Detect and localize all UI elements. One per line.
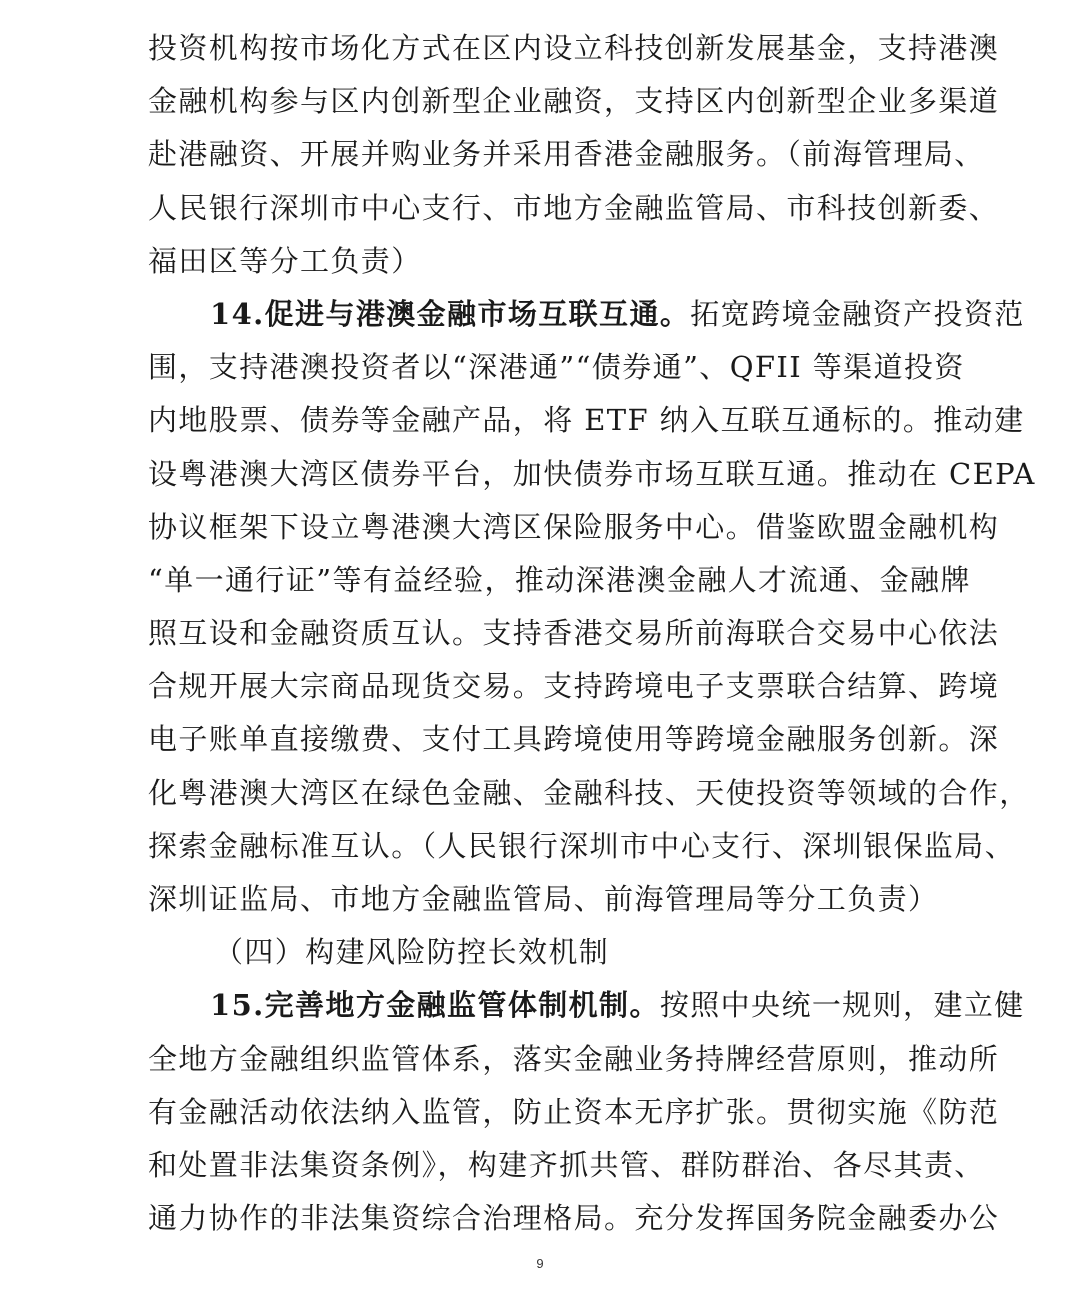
paragraph-first-line — [148, 288, 1025, 341]
paragraph-text: 按照中央统一规则，建立健 — [659, 988, 1025, 1023]
text-line: 全地方金融组织监管体系，落实金融业务持牌经营原则，推动所 — [148, 1041, 1000, 1076]
body-text — [148, 22, 1036, 1245]
paragraph-continuation — [148, 22, 1000, 288]
text-line: 电子账单直接缴费、支付工具跨境使用等跨境金融服务创新。深 — [148, 722, 1000, 757]
paragraph-heading: 14.促进与港澳金融市场互联互通。 — [210, 296, 691, 331]
text-line: “单一通行证”等有益经验，推动深港澳金融人才流通、金融牌 — [148, 562, 971, 597]
text-line: 有金融活动依法纳入监管，防止资本无序扩张。贯彻实施《防范 — [148, 1094, 1000, 1129]
text-line: 设粤港澳大湾区债券平台，加快债券市场互联互通。推动在 CEPA — [148, 456, 1036, 491]
text-line: 合规开展大宗商品现货交易。支持跨境电子支票联合结算、跨境 — [148, 669, 1000, 704]
paragraph-15 — [148, 979, 1025, 1245]
text-line: 通力协作的非法集资综合治理格局。充分发挥国务院金融委办公 — [148, 1201, 1000, 1236]
text-line: 人民银行深圳市中心支行、市地方金融监管局、市科技创新委、 — [148, 190, 1000, 225]
paragraph-14 — [148, 288, 1036, 926]
paragraph-heading: 15.完善地方金融监管体制机制。 — [210, 988, 660, 1023]
page-number: 9 — [536, 1256, 544, 1271]
text-line: 金融机构参与区内创新型企业融资，支持区内创新型企业多渠道 — [148, 84, 1000, 119]
paragraph-text: 拓宽跨境金融资产投资范 — [690, 296, 1025, 331]
text-line: 福田区等分工负责） — [148, 243, 422, 278]
text-line: 和处置非法集资条例》，构建齐抓共管、群防群治、各尽其责、 — [148, 1147, 985, 1182]
text-line: 探索金融标准互认。（人民银行深圳市中心支行、深圳银保监局、 — [148, 828, 1016, 863]
text-line: 围，支持港澳投资者以“深港通”“债券通”、QFII 等渠道投资 — [148, 350, 965, 385]
text-line: 深圳证监局、市地方金融监管局、前海管理局等分工负责） — [148, 882, 939, 916]
text-line: 照互设和金融资质互认。支持香港交易所前海联合交易中心依法 — [148, 616, 1000, 651]
text-line: 赴港融资、开展并购业务并采用香港金融服务。（前海管理局、 — [148, 137, 985, 172]
text-line: 内地股票、债券等金融产品，将 ETF 纳入互联互通标的。推动建 — [148, 403, 1025, 438]
text-line: 协议框架下设立粤港澳大湾区保险服务中心。借鉴欧盟金融机构 — [148, 509, 1000, 544]
paragraph-first-line — [148, 979, 1025, 1032]
section-title: （四）构建风险防控长效机制 — [214, 935, 610, 970]
text-line: 投资机构按市场化方式在区内设立科技创新发展基金，支持港澳 — [148, 31, 1000, 65]
text-line: 化粤港澳大湾区在绿色金融、金融科技、天使投资等领域的合作， — [148, 775, 1030, 810]
